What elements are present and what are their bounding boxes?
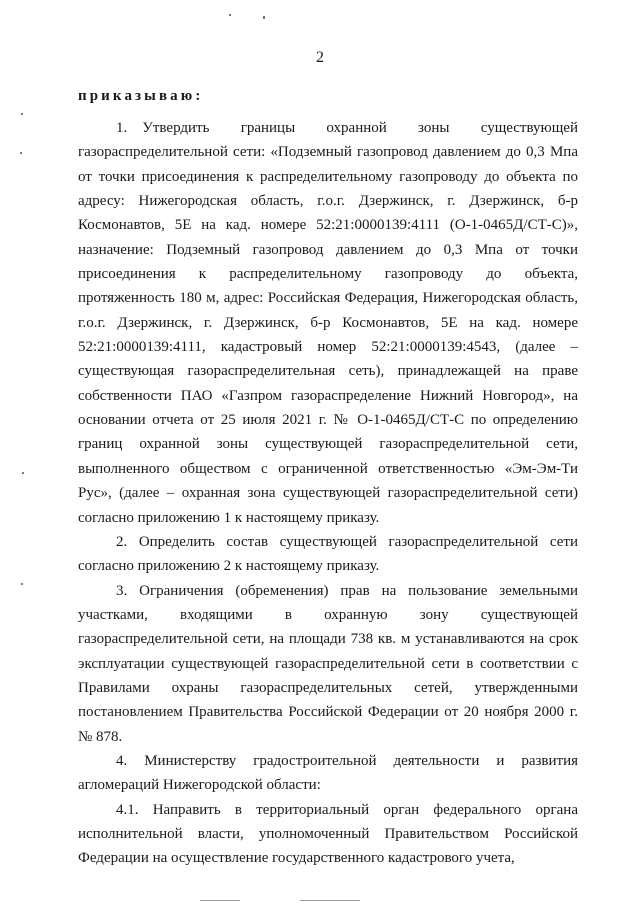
paragraph-1: 1. Утвердить границы охранной зоны существующей газораспределительной сети: «Подземный газопровод давлением до 0,3 Мпа от точки присоединения к распределительному газопроводу до объекта по адресу: Нижегородская область, г.о.г. Дзержинск, г. Дзержинск, б-р Космонавтов, 5Е на кад. номере 52:21:0000139:4111 (О-1-0465Д/СТ-С)», назначение: Подземный газопровод давлением до 0,3 Мпа от точки присоединения к распределительному газопроводу до объекта, протяженность 180 м, адрес: Российская Федерация, Нижегородская область, г.о.г. Дзержинск, г. Дзержинск, б-р Космонавтов, 5Е на кад. номере 52:21:0000139:4111, кадастровый номер 52:21:0000139:4543, (далее – существующая газораспределительная сеть), принадлежащей на праве собственности ПАО «Газпром газораспределение Нижний Новгород», на основании отчета от 25 июля 2021 г. № О-1-0465Д/СТ-С по определению границ охранной зоны существующей газораспределительной сети, выполненного обществом с ограниченной ответственностью «Эм-Эм-Ти Рус», (далее – охранная зона существующей газораспределительной сети) согласно приложению 1 к настоящему приказу. <box>78 120 578 526</box>
scan-edge-line <box>300 900 360 901</box>
scan-speck <box>263 16 265 19</box>
scan-speck <box>20 152 22 154</box>
paragraph-3: 3. Ограничения (обременения) прав на пользование земельными участками, входящими в охранную зону существующей газораспределительной сети, на площади 738 кв. м устанавливаются на срок эксплуатации существующей газораспределительной сети в соответствии с Правилами охраны газораспределительных сетей, утвержденными постановлением Правительства Российской Федерации от 20 ноября 2000 г. № 878. <box>78 582 578 745</box>
document-body <box>78 116 578 871</box>
order-heading: приказываю: <box>78 88 204 104</box>
scan-edge-line <box>200 900 240 901</box>
scan-speck <box>21 113 23 115</box>
scan-speck <box>22 472 24 474</box>
paragraph-4-1: 4.1. Направить в территориальный орган федерального органа исполнительной власти, уполномоченный Правительством Российской Федерации на осуществление государственного кадастрового учета, <box>78 801 578 867</box>
paragraph-2: 2. Определить состав существующей газораспределительной сети согласно приложению 2 к настоящему приказу. <box>78 533 578 575</box>
paragraph-4: 4. Министерству градостроительной деятельности и развития агломераций Нижегородской области: <box>78 752 578 794</box>
page-number: 2 <box>316 49 324 66</box>
scan-speck <box>229 14 231 16</box>
scan-speck <box>21 583 23 585</box>
